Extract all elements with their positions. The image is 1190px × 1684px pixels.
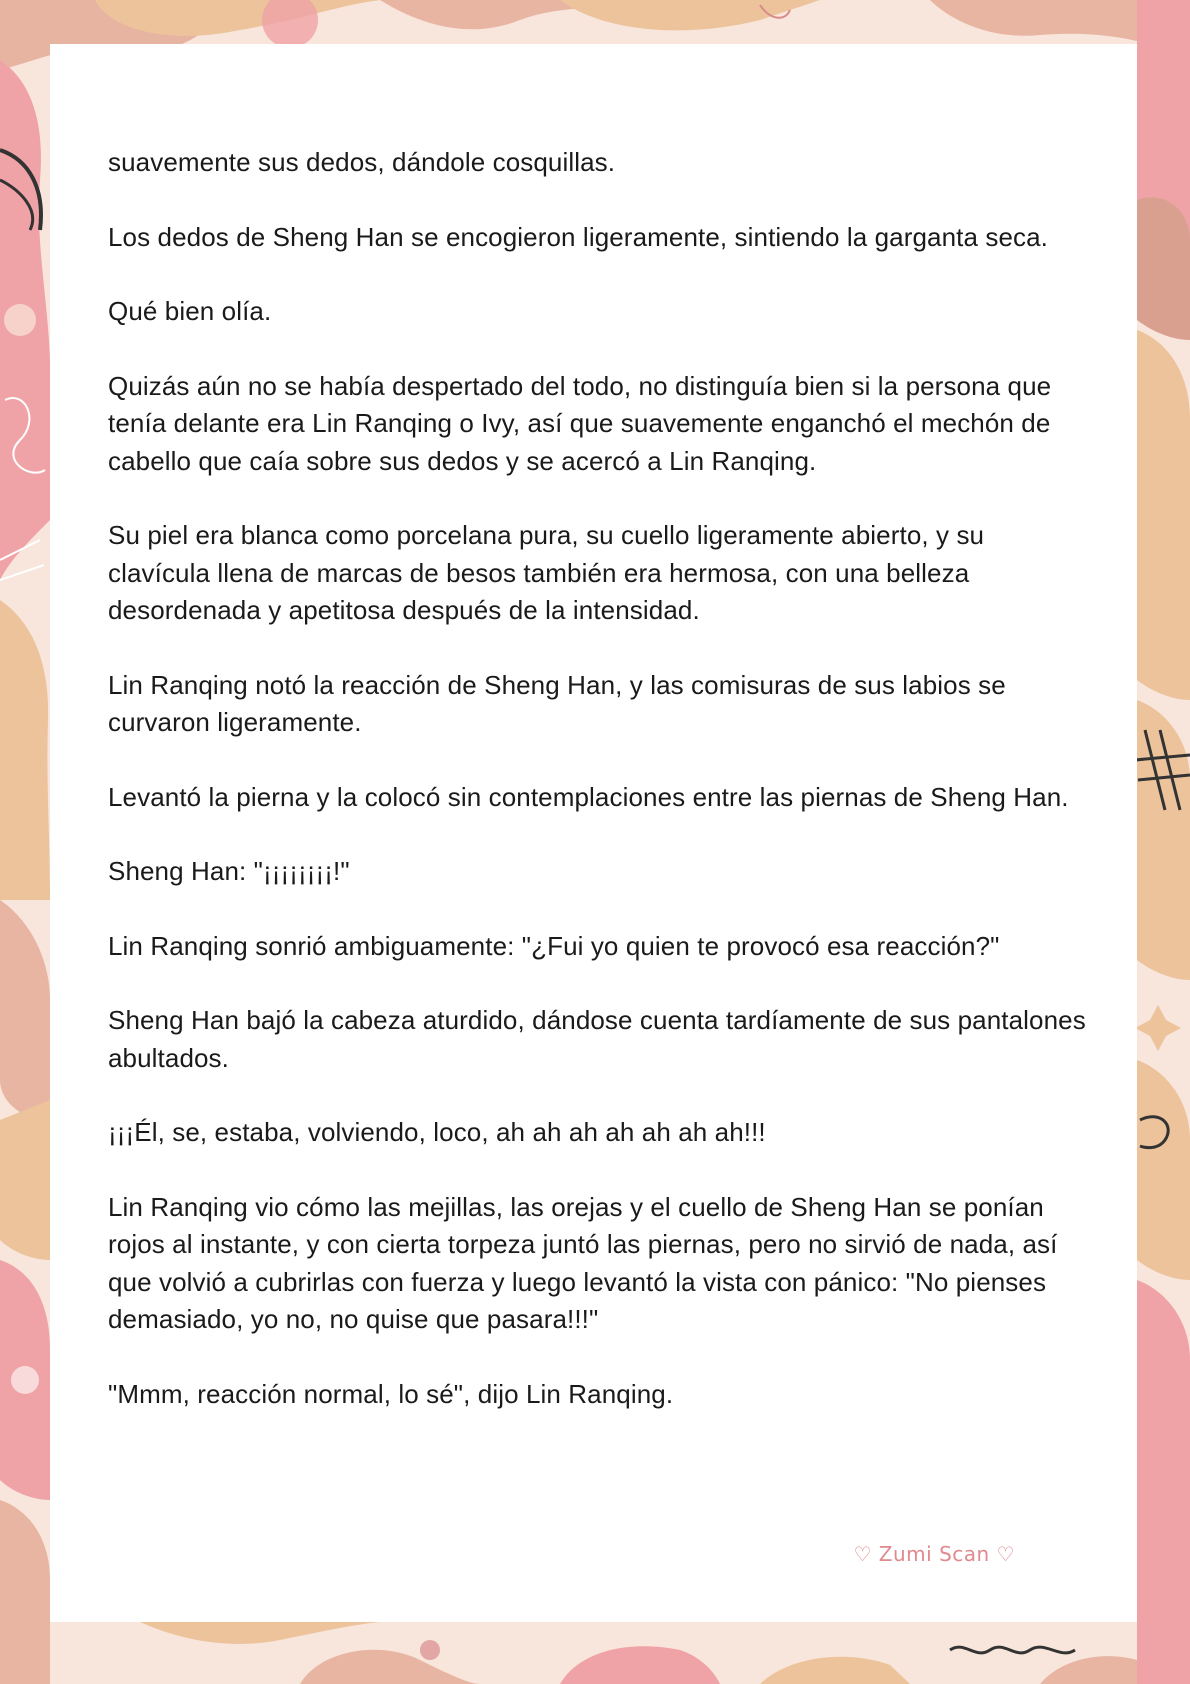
paragraph: Lin Ranqing vio cómo las mejillas, las orejas y el cuello de Sheng Han se ponían rojos al instante, y con cierta torpeza juntó las piernas, pero no sirvió de nada, así que volvió a cubrirlas con fuerza y luego levantó la vista con pánico: "No pienses demasiado, yo no, no quise que pasara!!!" [108,1191,1058,1334]
paragraph: Su piel era blanca como porcelana pura, su cuello ligeramente abierto, y su clavícula llena de marcas de besos también era hermosa, con una belleza desordenada y apetitosa después de la intensidad. [108,520,985,625]
paragraph: Quizás aún no se había despertado del todo, no distinguía bien si la persona que tenía delante era Lin Ranqing o Ivy, así que suavemente enganchó el mechón de cabello que caía sobre sus dedos y se acercó a Lin Ranqing. [108,370,1052,476]
credit-watermark: ♡ Zumi Scan ♡ [853,1542,1015,1566]
paragraph: Lin Ranqing notó la reacción de Sheng Han, y las comisuras de sus labios se curvaron ligeramente. [108,669,1006,737]
paragraph: Lin Ranqing sonrió ambiguamente: "¿Fui yo quien te provocó esa reacción?" [108,930,1000,961]
paragraph: Los dedos de Sheng Han se encogieron ligeramente, sintiendo la garganta seca. [108,221,1049,252]
paragraph: suavemente sus dedos, dándole cosquillas. [108,147,616,177]
paragraph: Qué bien olía. [108,296,272,326]
paragraph: Sheng Han: "¡¡¡¡¡¡¡¡!" [108,856,350,886]
paragraph: Sheng Han bajó la cabeza aturdido, dándose cuenta tardíamente de sus pantalones abultados. [108,1005,1086,1073]
page-content [50,44,1137,1622]
paragraph: Levantó la pierna y la colocó sin contemplaciones entre las piernas de Sheng Han. [108,781,1069,812]
paragraph: "Mmm, reacción normal, lo sé", dijo Lin Ranqing. [108,1378,674,1409]
paragraph: ¡¡¡Él, se, estaba, volviendo, loco, ah ah ah ah ah ah ah!!! [108,1117,766,1147]
